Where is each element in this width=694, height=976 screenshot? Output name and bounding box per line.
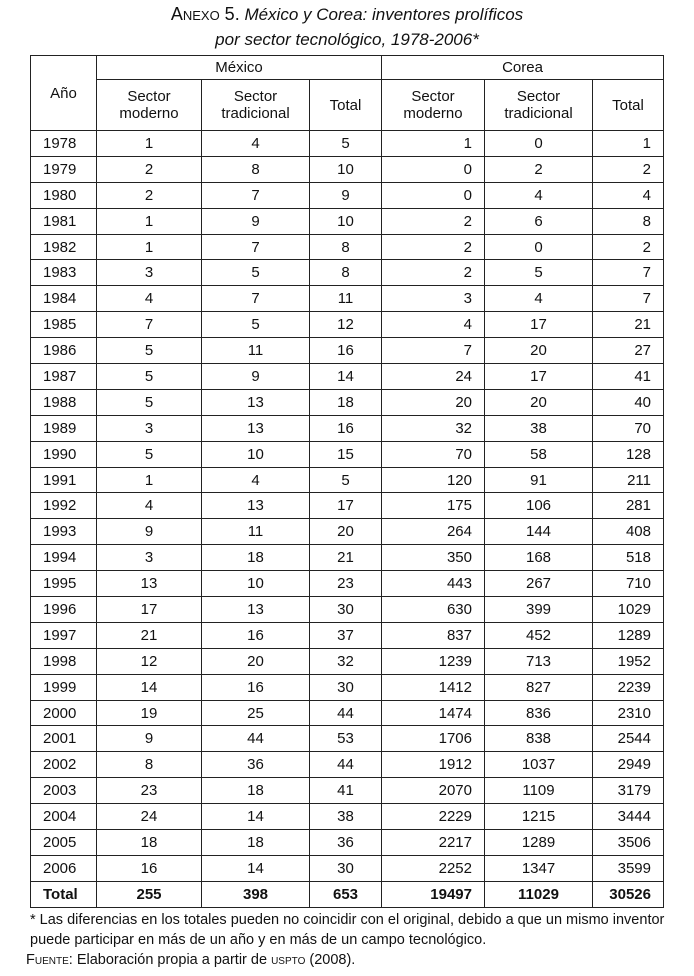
cell-mx-tradicional: 18 (202, 830, 310, 856)
cell-year: 1978 (31, 131, 97, 157)
cell-kr-tradicional: 2 (485, 156, 593, 182)
cell-mx-moderno: 13 (97, 571, 202, 597)
cell-mx-moderno: 14 (97, 674, 202, 700)
cell-kr-tradicional: 17 (485, 312, 593, 338)
cell-mx-total: 9 (310, 182, 382, 208)
table-row (31, 131, 664, 157)
cell-mx-total: 5 (310, 131, 382, 157)
total-mx-tradicional: 398 (202, 881, 310, 907)
cell-mx-total: 32 (310, 648, 382, 674)
cell-mx-tradicional: 9 (202, 364, 310, 390)
cell-mx-moderno: 4 (97, 286, 202, 312)
table-row (31, 571, 664, 597)
cell-kr-total: 128 (593, 441, 664, 467)
cell-kr-tradicional: 6 (485, 208, 593, 234)
cell-year: 1996 (31, 597, 97, 623)
cell-kr-moderno: 2070 (382, 778, 485, 804)
cell-kr-moderno: 350 (382, 545, 485, 571)
cell-mx-tradicional: 7 (202, 234, 310, 260)
cell-kr-tradicional: 5 (485, 260, 593, 286)
cell-year: 1999 (31, 674, 97, 700)
cell-kr-tradicional: 144 (485, 519, 593, 545)
cell-kr-tradicional: 4 (485, 286, 593, 312)
cell-year: 1981 (31, 208, 97, 234)
cell-mx-total: 30 (310, 855, 382, 881)
cell-mx-total: 18 (310, 389, 382, 415)
cell-kr-moderno: 2217 (382, 830, 485, 856)
cell-mx-tradicional: 14 (202, 855, 310, 881)
cell-kr-total: 2 (593, 234, 664, 260)
source-text: Elaboración propia a partir de (76, 952, 268, 968)
cell-kr-total: 2949 (593, 752, 664, 778)
cell-kr-total: 281 (593, 493, 664, 519)
total-mx-total: 653 (310, 881, 382, 907)
cell-kr-tradicional: 827 (485, 674, 593, 700)
cell-mx-moderno: 1 (97, 234, 202, 260)
cell-mx-tradicional: 5 (202, 312, 310, 338)
cell-mx-moderno: 3 (97, 545, 202, 571)
cell-kr-moderno: 20 (382, 389, 485, 415)
cell-kr-moderno: 2229 (382, 804, 485, 830)
cell-year: 2001 (31, 726, 97, 752)
cell-mx-total: 11 (310, 286, 382, 312)
cell-mx-tradicional: 36 (202, 752, 310, 778)
cell-year: 1998 (31, 648, 97, 674)
cell-year: 2005 (31, 830, 97, 856)
header-mx-moderno: Sector moderno (97, 80, 202, 131)
cell-mx-moderno: 1 (97, 208, 202, 234)
cell-year: 1993 (31, 519, 97, 545)
cell-mx-total: 44 (310, 752, 382, 778)
cell-kr-tradicional: 17 (485, 364, 593, 390)
cell-kr-total: 3179 (593, 778, 664, 804)
cell-mx-total: 36 (310, 830, 382, 856)
table-row (31, 156, 664, 182)
header-kr-tradicional: Sector tradicional (485, 80, 593, 131)
source-note (8, 950, 692, 970)
cell-year: 1986 (31, 338, 97, 364)
cell-year: 2002 (31, 752, 97, 778)
cell-kr-total: 3444 (593, 804, 664, 830)
table-row (31, 700, 664, 726)
cell-kr-tradicional: 1215 (485, 804, 593, 830)
table-row (31, 622, 664, 648)
cell-mx-moderno: 18 (97, 830, 202, 856)
table-row (31, 208, 664, 234)
cell-mx-moderno: 8 (97, 752, 202, 778)
cell-mx-moderno: 24 (97, 804, 202, 830)
cell-year: 1997 (31, 622, 97, 648)
table-body (31, 131, 664, 908)
cell-kr-moderno: 1412 (382, 674, 485, 700)
cell-mx-total: 8 (310, 234, 382, 260)
footnote: * Las diferencias en los totales pueden no coincidir con el original, debido a que un mismo inventor puede participar en más de un año y en más de un campo tecnológico. (30, 912, 665, 948)
table-total-row (31, 881, 664, 907)
cell-mx-tradicional: 14 (202, 804, 310, 830)
table-row (31, 312, 664, 338)
cell-mx-tradicional: 25 (202, 700, 310, 726)
cell-mx-tradicional: 13 (202, 415, 310, 441)
cell-year: 1985 (31, 312, 97, 338)
cell-mx-tradicional: 44 (202, 726, 310, 752)
cell-kr-moderno: 443 (382, 571, 485, 597)
cell-year: 1983 (31, 260, 97, 286)
cell-year: 2006 (31, 855, 97, 881)
cell-mx-tradicional: 18 (202, 778, 310, 804)
cell-mx-moderno: 5 (97, 441, 202, 467)
cell-mx-tradicional: 18 (202, 545, 310, 571)
cell-kr-moderno: 1474 (382, 700, 485, 726)
cell-kr-tradicional: 168 (485, 545, 593, 571)
cell-kr-moderno: 2252 (382, 855, 485, 881)
cell-kr-moderno: 837 (382, 622, 485, 648)
cell-mx-total: 16 (310, 338, 382, 364)
cell-kr-tradicional: 20 (485, 338, 593, 364)
cell-mx-total: 17 (310, 493, 382, 519)
cell-mx-tradicional: 8 (202, 156, 310, 182)
source-year: (2008). (309, 952, 356, 968)
table-row (31, 855, 664, 881)
cell-mx-moderno: 1 (97, 467, 202, 493)
cell-mx-total: 15 (310, 441, 382, 467)
cell-year: 1994 (31, 545, 97, 571)
cell-kr-total: 1029 (593, 597, 664, 623)
cell-mx-total: 23 (310, 571, 382, 597)
cell-year: 1990 (31, 441, 97, 467)
cell-mx-tradicional: 13 (202, 597, 310, 623)
cell-kr-total: 40 (593, 389, 664, 415)
table-row (31, 674, 664, 700)
cell-kr-total: 3599 (593, 855, 664, 881)
cell-mx-moderno: 5 (97, 364, 202, 390)
cell-kr-moderno: 120 (382, 467, 485, 493)
cell-mx-moderno: 9 (97, 726, 202, 752)
cell-mx-tradicional: 7 (202, 182, 310, 208)
cell-kr-total: 3506 (593, 830, 664, 856)
cell-mx-tradicional: 16 (202, 674, 310, 700)
cell-kr-total: 7 (593, 260, 664, 286)
cell-mx-total: 12 (310, 312, 382, 338)
table-row (31, 778, 664, 804)
total-kr-total: 30526 (593, 881, 664, 907)
cell-mx-total: 38 (310, 804, 382, 830)
cell-mx-total: 5 (310, 467, 382, 493)
cell-mx-moderno: 3 (97, 260, 202, 286)
source-org: uspto (271, 952, 306, 968)
annex-label: Anexo 5. (170, 4, 240, 24)
cell-kr-total: 1 (593, 131, 664, 157)
cell-kr-tradicional: 1109 (485, 778, 593, 804)
cell-kr-total: 2544 (593, 726, 664, 752)
cell-year: 1987 (31, 364, 97, 390)
title-line-1 (0, 2, 694, 27)
cell-kr-moderno: 0 (382, 182, 485, 208)
cell-mx-moderno: 19 (97, 700, 202, 726)
cell-mx-total: 20 (310, 519, 382, 545)
table-notes (8, 910, 692, 970)
cell-kr-tradicional: 838 (485, 726, 593, 752)
cell-kr-tradicional: 0 (485, 234, 593, 260)
cell-mx-tradicional: 11 (202, 519, 310, 545)
table-row (31, 182, 664, 208)
cell-year: 1979 (31, 156, 97, 182)
cell-kr-tradicional: 1347 (485, 855, 593, 881)
header-mexico: México (97, 56, 382, 80)
table-row (31, 364, 664, 390)
cell-kr-moderno: 2 (382, 260, 485, 286)
cell-mx-total: 41 (310, 778, 382, 804)
cell-mx-tradicional: 10 (202, 441, 310, 467)
cell-mx-moderno: 21 (97, 622, 202, 648)
cell-mx-moderno: 5 (97, 338, 202, 364)
cell-mx-moderno: 17 (97, 597, 202, 623)
cell-year: 2000 (31, 700, 97, 726)
table-row (31, 597, 664, 623)
cell-kr-moderno: 24 (382, 364, 485, 390)
cell-kr-total: 518 (593, 545, 664, 571)
cell-mx-total: 30 (310, 674, 382, 700)
cell-kr-moderno: 1912 (382, 752, 485, 778)
cell-mx-moderno: 2 (97, 156, 202, 182)
cell-kr-tradicional: 20 (485, 389, 593, 415)
table-row (31, 519, 664, 545)
cell-mx-moderno: 4 (97, 493, 202, 519)
table-row (31, 389, 664, 415)
cell-mx-total: 30 (310, 597, 382, 623)
cell-kr-tradicional: 399 (485, 597, 593, 623)
cell-mx-tradicional: 4 (202, 467, 310, 493)
cell-kr-total: 8 (593, 208, 664, 234)
header-mx-total: Total (310, 80, 382, 131)
cell-mx-tradicional: 20 (202, 648, 310, 674)
cell-kr-moderno: 2 (382, 234, 485, 260)
cell-year: 2004 (31, 804, 97, 830)
title-line-2: por sector tecnológico, 1978-2006* (215, 30, 479, 49)
cell-mx-total: 10 (310, 156, 382, 182)
cell-kr-tradicional: 58 (485, 441, 593, 467)
table-row (31, 648, 664, 674)
table-row (31, 467, 664, 493)
cell-kr-moderno: 175 (382, 493, 485, 519)
cell-kr-total: 408 (593, 519, 664, 545)
table-row (31, 260, 664, 286)
cell-mx-total: 21 (310, 545, 382, 571)
cell-kr-tradicional: 91 (485, 467, 593, 493)
cell-kr-total: 2239 (593, 674, 664, 700)
table-row (31, 234, 664, 260)
header-mx-tradicional: Sector tradicional (202, 80, 310, 131)
total-mx-moderno: 255 (97, 881, 202, 907)
cell-kr-total: 1952 (593, 648, 664, 674)
total-year: Total (31, 881, 97, 907)
table-row (31, 493, 664, 519)
cell-kr-total: 1289 (593, 622, 664, 648)
cell-year: 1989 (31, 415, 97, 441)
cell-kr-moderno: 1239 (382, 648, 485, 674)
cell-year: 1991 (31, 467, 97, 493)
table-row (31, 286, 664, 312)
table-row (31, 726, 664, 752)
cell-kr-tradicional: 267 (485, 571, 593, 597)
inventors-table (30, 55, 664, 908)
cell-mx-total: 53 (310, 726, 382, 752)
cell-mx-tradicional: 7 (202, 286, 310, 312)
cell-mx-moderno: 12 (97, 648, 202, 674)
cell-kr-tradicional: 106 (485, 493, 593, 519)
cell-mx-tradicional: 13 (202, 493, 310, 519)
cell-year: 1988 (31, 389, 97, 415)
table-row (31, 545, 664, 571)
cell-mx-total: 16 (310, 415, 382, 441)
cell-kr-moderno: 4 (382, 312, 485, 338)
cell-mx-moderno: 5 (97, 389, 202, 415)
cell-mx-total: 14 (310, 364, 382, 390)
cell-mx-moderno: 1 (97, 131, 202, 157)
cell-kr-total: 710 (593, 571, 664, 597)
cell-mx-tradicional: 11 (202, 338, 310, 364)
cell-year: 1984 (31, 286, 97, 312)
cell-kr-tradicional: 4 (485, 182, 593, 208)
cell-kr-tradicional: 38 (485, 415, 593, 441)
cell-mx-tradicional: 10 (202, 571, 310, 597)
cell-kr-moderno: 1 (382, 131, 485, 157)
cell-kr-total: 2310 (593, 700, 664, 726)
total-kr-moderno: 19497 (382, 881, 485, 907)
cell-kr-total: 70 (593, 415, 664, 441)
header-corea: Corea (382, 56, 664, 80)
cell-mx-tradicional: 13 (202, 389, 310, 415)
cell-year: 1982 (31, 234, 97, 260)
cell-kr-moderno: 7 (382, 338, 485, 364)
cell-mx-total: 10 (310, 208, 382, 234)
cell-year: 1980 (31, 182, 97, 208)
cell-mx-moderno: 16 (97, 855, 202, 881)
cell-kr-tradicional: 713 (485, 648, 593, 674)
cell-kr-moderno: 1706 (382, 726, 485, 752)
header-kr-moderno: Sector moderno (382, 80, 485, 131)
cell-mx-tradicional: 9 (202, 208, 310, 234)
cell-kr-moderno: 32 (382, 415, 485, 441)
cell-mx-total: 37 (310, 622, 382, 648)
table-title (0, 2, 694, 52)
cell-year: 2003 (31, 778, 97, 804)
cell-kr-total: 211 (593, 467, 664, 493)
cell-mx-moderno: 9 (97, 519, 202, 545)
cell-kr-moderno: 3 (382, 286, 485, 312)
cell-kr-total: 41 (593, 364, 664, 390)
cell-kr-total: 7 (593, 286, 664, 312)
cell-kr-moderno: 2 (382, 208, 485, 234)
cell-kr-moderno: 630 (382, 597, 485, 623)
title-main: México y Corea: inventores prolíficos (244, 5, 524, 24)
cell-kr-total: 2 (593, 156, 664, 182)
cell-kr-tradicional: 836 (485, 700, 593, 726)
cell-mx-tradicional: 5 (202, 260, 310, 286)
cell-kr-tradicional: 1289 (485, 830, 593, 856)
table-row (31, 830, 664, 856)
table-row (31, 752, 664, 778)
header-year: Año (31, 56, 97, 131)
cell-kr-total: 27 (593, 338, 664, 364)
source-label: Fuente: (26, 952, 73, 968)
cell-mx-moderno: 3 (97, 415, 202, 441)
cell-mx-moderno: 23 (97, 778, 202, 804)
cell-mx-moderno: 2 (97, 182, 202, 208)
cell-mx-tradicional: 4 (202, 131, 310, 157)
cell-kr-tradicional: 1037 (485, 752, 593, 778)
cell-kr-total: 4 (593, 182, 664, 208)
cell-mx-moderno: 7 (97, 312, 202, 338)
cell-kr-moderno: 0 (382, 156, 485, 182)
cell-kr-tradicional: 452 (485, 622, 593, 648)
cell-mx-total: 44 (310, 700, 382, 726)
cell-mx-total: 8 (310, 260, 382, 286)
cell-kr-tradicional: 0 (485, 131, 593, 157)
cell-mx-tradicional: 16 (202, 622, 310, 648)
total-kr-tradicional: 11029 (485, 881, 593, 907)
cell-year: 1992 (31, 493, 97, 519)
header-kr-total: Total (593, 80, 664, 131)
cell-year: 1995 (31, 571, 97, 597)
table-row (31, 338, 664, 364)
cell-kr-total: 21 (593, 312, 664, 338)
cell-kr-moderno: 264 (382, 519, 485, 545)
table-row (31, 441, 664, 467)
table-row (31, 804, 664, 830)
table-row (31, 415, 664, 441)
cell-kr-moderno: 70 (382, 441, 485, 467)
